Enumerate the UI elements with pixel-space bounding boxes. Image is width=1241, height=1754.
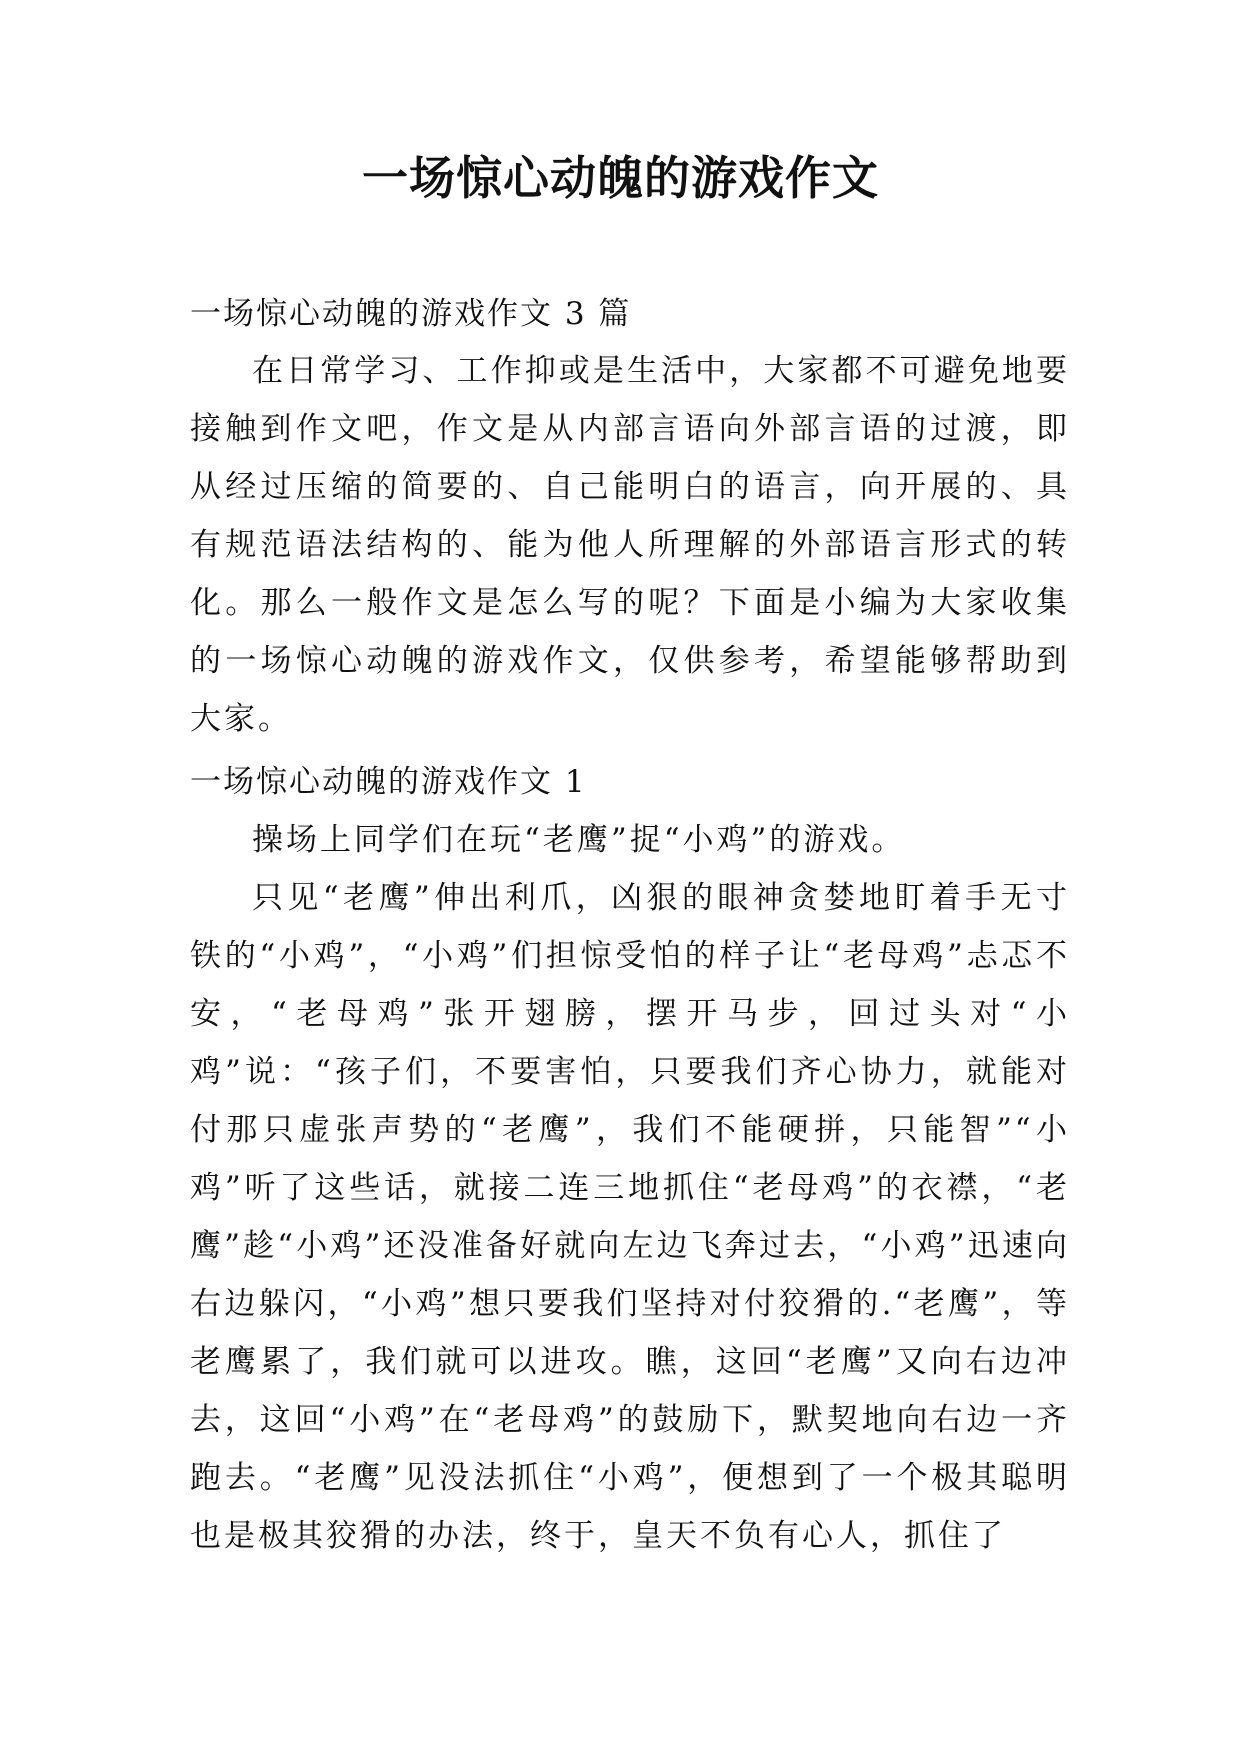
intro-paragraph: 在日常学习、工作抑或是生活中，大家都不可避免地要接触到作文吧，作文是从内部言语向外部言语的过渡，即从经过压缩的简要的、自己能明白的语言，向开展的、具有规范语法结构的、能为他人所理解的外部语言形式的转化。那么一般作文是怎么写的呢？下面是小编为大家收集的一场惊心动魄的游戏作文，仅供参考，希望能够帮助到大家。: [190, 353, 1070, 737]
document-title: 一场惊心动魄的游戏作文: [362, 151, 879, 205]
essay1-section: [190, 811, 1070, 1565]
essay1-paragraph-1: 操场上同学们在玩“老鹰”捉“小鸡”的游戏。: [252, 822, 906, 858]
essay1-heading: 一场惊心动魄的游戏作文 1: [190, 764, 587, 800]
intro-section: [190, 342, 1070, 748]
essay1-paragraph-2: 只见“老鹰”伸出利爪，凶狠的眼神贪婪地盯着手无寸铁的“小鸡”，“小鸡”们担惊受怕的样子让“老母鸡”忐忑不安，“老母鸡”张开翅膀，摆开马步，回过头对“小鸡”说：“孩子们，不要害怕，只要我们齐心协力，就能对付那只虚张声势的“老鹰”，我们不能硬拼，只能智”“小鸡”听了这些话，就接二连三地抓住“老母鸡”的衣襟，“老鹰”趁“小鸡”还没准备好就向左边飞奔过去，“小鸡”迅速向右边躲闪，“小鸡”想只要我们坚持对付狡猾的.“老鹰”，等老鹰累了，我们就可以进攻。瞧，这回“老鹰”又向右边冲去，这回“小鸡”在“老母鸡”的鼓励下，默契地向右边一齐跑去。“老鹰”见没法抓住“小鸡”，便想到了一个极其聪明也是极其狡猾的办法，终于，皇天不负有心人，抓住了: [190, 880, 1070, 1554]
intro-heading: 一场惊心动魄的游戏作文 3 篇: [190, 296, 632, 332]
